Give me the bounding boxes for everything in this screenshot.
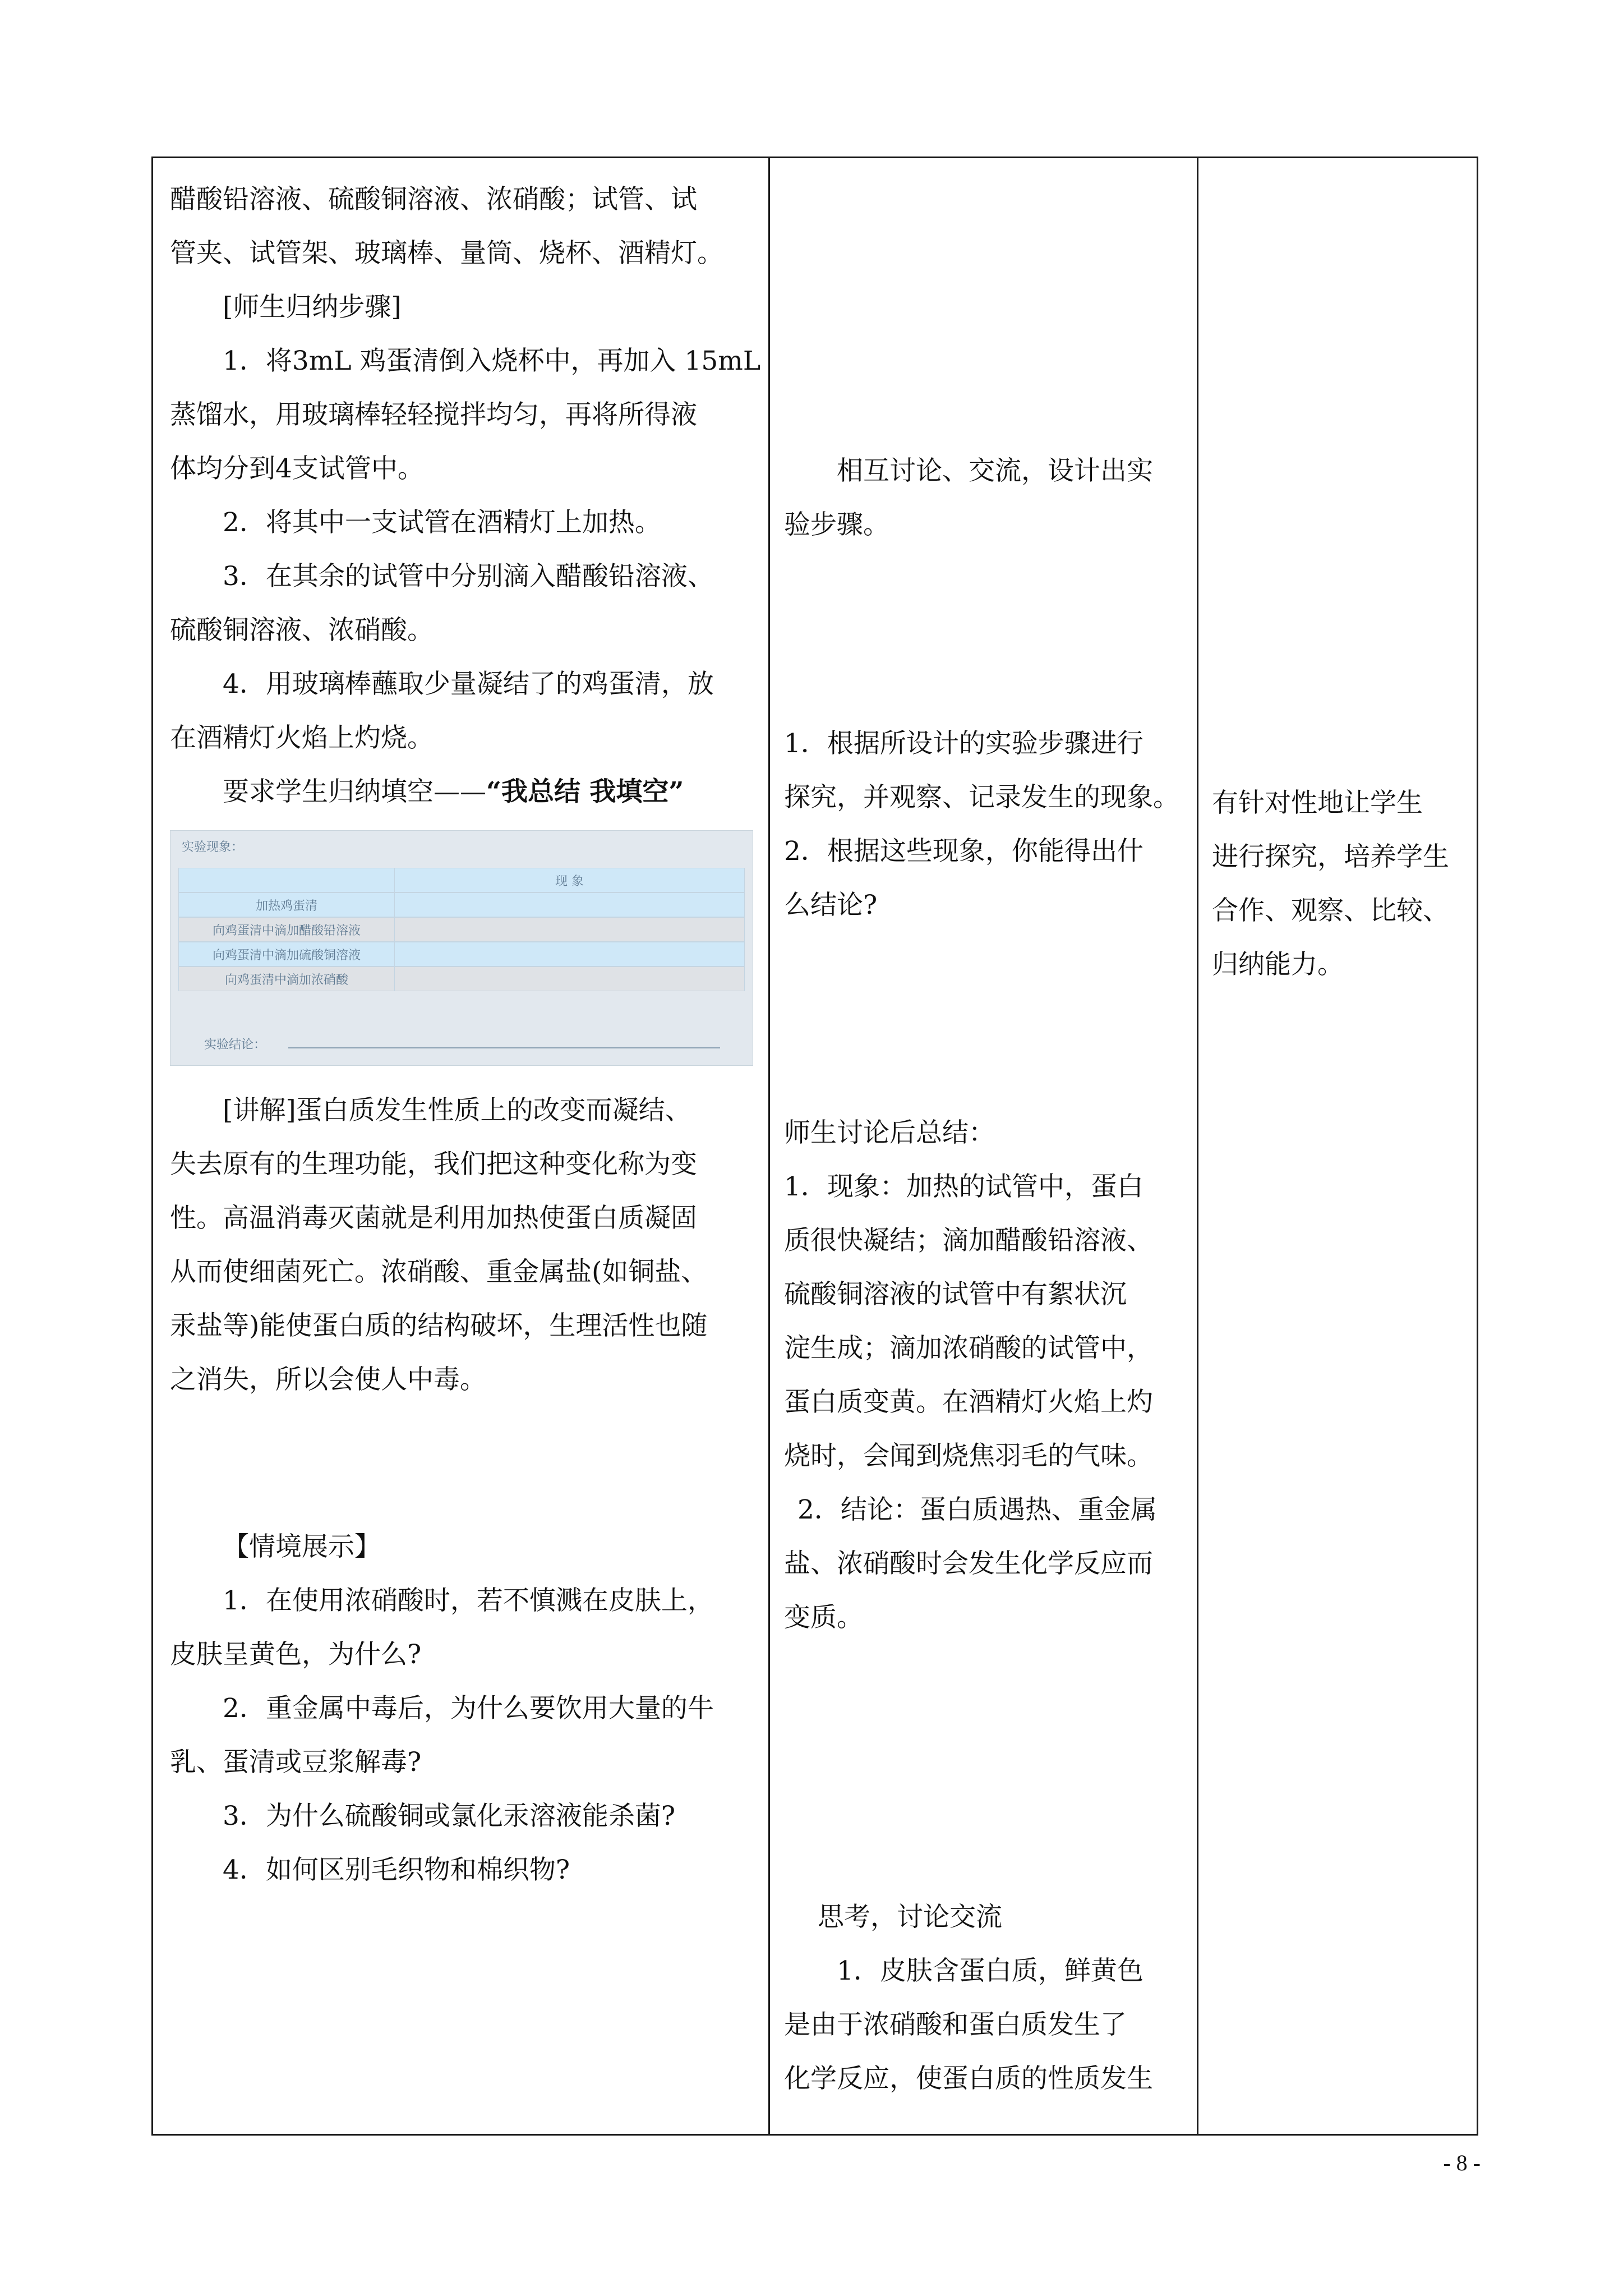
step-text: 4．用玻璃棒蘸取少量凝结了的鸡蛋清，放 (223, 669, 714, 700)
explanation-text: 失去原有的生理功能，我们把这种变化称为变 (170, 1149, 697, 1180)
step-text: 在酒精灯火焰上灼烧。 (170, 723, 434, 753)
intent-text: 进行探究，培养学生 (1212, 841, 1449, 872)
table-cell: 向鸡蛋清中滴加浓硝酸 (179, 967, 395, 991)
task-text: 1．根据所设计的实验步骤进行 (784, 728, 1144, 759)
question-text: 乳、蛋清或豆浆解毒? (170, 1747, 422, 1778)
answer-text: 化学反应，使蛋白质的性质发生 (784, 2063, 1153, 2094)
intent-text: 归纳能力。 (1212, 949, 1344, 980)
answer-text: 1．皮肤含蛋白质，鲜黄色 (837, 1955, 1144, 1986)
think-heading: 思考，讨论交流 (818, 1902, 1002, 1932)
observation-table-image (170, 830, 753, 1066)
task-text: 探究，并观察、记录发生的现象。 (784, 782, 1179, 813)
explanation-text: 从而使细菌死亡。浓硝酸、重金属盐(如铜盐、 (170, 1257, 708, 1287)
step-text: 蒸馏水，用玻璃棒轻轻搅拌均匀，再将所得液 (170, 399, 697, 430)
steps-heading: [师生归纳步骤] (223, 292, 402, 323)
observation-text: 1．现象：加热的试管中，蛋白 (784, 1171, 1144, 1202)
conclusion-label: 实验结论： (204, 1038, 266, 1052)
task-text: 么结论? (784, 890, 878, 921)
conclusion-text: 2．结论：蛋白质遇热、重金属 (797, 1494, 1157, 1525)
step-text: 硫酸铜溶液、浓硝酸。 (170, 615, 434, 646)
page-number: - 8 - (1443, 2150, 1481, 2175)
question-text: 4．如何区别毛织物和棉织物? (223, 1855, 570, 1885)
table-cell: 向鸡蛋清中滴加硫酸铜溶液 (179, 942, 395, 966)
observation-text: 淀生成；滴加浓硝酸的试管中， (784, 1333, 1153, 1364)
column-divider (768, 158, 770, 2134)
table-cell: 向鸡蛋清中滴加醋酸铅溶液 (179, 918, 395, 941)
summary-quote: “我总结 我填空” (486, 776, 684, 807)
discussion-text: 验步骤。 (784, 509, 889, 540)
conclusion-text: 变质。 (784, 1602, 863, 1633)
lesson-plan-table (151, 157, 1478, 2136)
question-text: 1．在使用浓硝酸时，若不慎溅在皮肤上， (223, 1585, 714, 1616)
materials-line: 醋酸铅溶液、硫酸铜溶液、浓硝酸；试管、试 (170, 184, 697, 215)
question-text: 皮肤呈黄色，为什么? (170, 1639, 422, 1670)
table-row (178, 917, 745, 942)
column-divider (1197, 158, 1198, 2134)
step-text: 体均分到4支试管中。 (170, 453, 424, 484)
table-row (178, 967, 745, 991)
summary-heading: 师生讨论后总结： (784, 1117, 995, 1148)
explanation-text: 汞盐等)能使蛋白质的结构破坏，生理活性也随 (170, 1310, 708, 1341)
answer-text: 是由于浓硝酸和蛋白质发生了 (784, 2009, 1127, 2040)
intent-text: 有针对性地让学生 (1212, 788, 1423, 818)
observation-text: 蛋白质变黄。在酒精灯火焰上灼 (784, 1387, 1153, 1418)
conclusion-text: 盐、浓硝酸时会发生化学反应而 (784, 1548, 1153, 1579)
summary-prompt: 要求学生归纳填空——“我总结 我填空” (223, 776, 684, 807)
explanation-text: 性。高温消毒灭菌就是利用加热使蛋白质凝固 (170, 1203, 697, 1234)
discussion-text: 相互讨论、交流，设计出实 (837, 455, 1153, 486)
table-row (178, 942, 745, 967)
table-heading: 实验现象： (182, 840, 244, 854)
materials-line: 管夹、试管架、玻璃棒、量筒、烧杯、酒精灯。 (170, 238, 723, 269)
explanation-text: 之消失，所以会使人中毒。 (170, 1364, 486, 1395)
task-text: 2．根据这些现象，你能得出什 (784, 836, 1144, 867)
observation-text: 硫酸铜溶液的试管中有絮状沉 (784, 1279, 1127, 1310)
step-text: 3．在其余的试管中分别滴入醋酸铅溶液、 (223, 561, 714, 592)
question-text: 2．重金属中毒后，为什么要饮用大量的牛 (223, 1693, 714, 1724)
table-row (178, 868, 745, 892)
table-cell: 加热鸡蛋清 (179, 893, 395, 917)
observation-text: 烧时，会闻到烧焦羽毛的气味。 (784, 1441, 1153, 1471)
table-row (178, 892, 745, 917)
step-text: 1．将3mL 鸡蛋清倒入烧杯中，再加入 15mL (223, 346, 761, 376)
step-text: 2．将其中一支试管在酒精灯上加热。 (223, 507, 661, 538)
question-text: 3．为什么硫酸铜或氯化汞溶液能杀菌? (223, 1801, 676, 1832)
intent-text: 合作、观察、比较、 (1212, 895, 1449, 926)
table-col-header: 现 象 (555, 874, 584, 889)
observation-text: 质很快凝结；滴加醋酸铅溶液、 (784, 1225, 1153, 1256)
conclusion-blank-line (288, 1047, 720, 1048)
scenario-heading: 【情境展示】 (223, 1531, 381, 1562)
explanation-text: [讲解]蛋白质发生性质上的改变而凝结、 (223, 1095, 691, 1126)
